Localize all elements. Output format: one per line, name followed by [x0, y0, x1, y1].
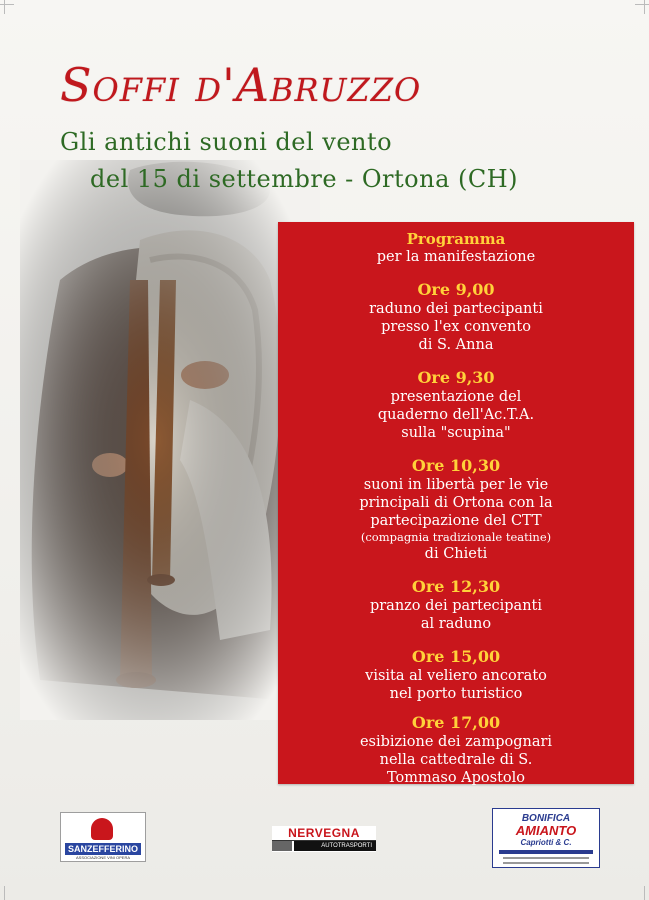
- event-description: partecipazione del CTT: [370, 513, 542, 529]
- program-heading: Programma: [406, 230, 506, 248]
- crop-mark: [635, 4, 649, 5]
- poster-subtitle: Gli antichi suoni del vento: [60, 128, 393, 156]
- saint-emblem-icon: [91, 818, 113, 840]
- program-event: [278, 577, 634, 633]
- sponsor-name: SANZEFFERINO: [65, 843, 141, 855]
- sponsor-fine-print: [503, 857, 589, 859]
- bagpipe-player-illustration: [20, 160, 320, 720]
- crop-mark: [644, 886, 645, 900]
- event-description-note: (compagnia tradizionale teatine): [360, 530, 552, 544]
- event-time: Ore 10,30: [411, 456, 501, 475]
- program-box: [278, 222, 634, 784]
- event-description: di Chieti: [424, 546, 488, 562]
- bagpipe-player-image: [20, 160, 320, 720]
- sponsor-tagline: AUTOTRASPORTI: [294, 841, 376, 851]
- event-description: suoni in libertà per le vie: [363, 477, 549, 493]
- sponsor-nervegna-logo: [272, 826, 376, 852]
- event-description: quaderno dell'Ac.T.A.: [377, 407, 535, 423]
- event-description: Tommaso Apostolo: [386, 770, 526, 786]
- event-description: visita al veliero ancorato: [365, 668, 547, 684]
- sponsor-fine-print: [503, 862, 589, 864]
- sponsor-bonifica-logo: [492, 808, 600, 868]
- event-description: di S. Anna: [418, 337, 494, 353]
- event-description: sulla "scupina": [401, 425, 511, 441]
- sponsor-name-line3: Capriotti & C.: [520, 838, 572, 847]
- event-description: nella cattedrale di S.: [379, 752, 533, 768]
- program-event: [278, 713, 634, 787]
- program-event: [278, 368, 634, 442]
- sponsor-name-line1: BONIFICA: [521, 813, 571, 824]
- crop-mark: [0, 4, 14, 5]
- event-time: Ore 9,30: [417, 368, 495, 387]
- truck-mark-icon: [272, 841, 292, 851]
- event-description: raduno dei partecipanti: [369, 301, 543, 317]
- crop-mark: [644, 0, 645, 14]
- program-subheading: per la manifestazione: [376, 249, 536, 265]
- sponsor-tagline: ASSOCIAZIONE VINI OPERA: [75, 855, 130, 860]
- program-event: [278, 647, 634, 703]
- poster-title: Soffi d'Abruzzo: [60, 58, 422, 112]
- event-time: Ore 15,00: [411, 647, 501, 666]
- event-time: Ore 12,30: [411, 577, 501, 596]
- sponsor-divider: [499, 850, 593, 854]
- crop-mark: [4, 886, 5, 900]
- event-time: Ore 9,00: [417, 280, 495, 299]
- crop-mark: [4, 0, 5, 14]
- event-date-location: del 15 di settembre - Ortona (CH): [90, 165, 519, 193]
- event-description: esibizione dei zampognari: [359, 734, 553, 750]
- event-time: Ore 17,00: [411, 713, 501, 732]
- event-description: presentazione del: [390, 389, 522, 405]
- program-event: [278, 456, 634, 563]
- event-description: principali di Ortona con la: [359, 495, 553, 511]
- sponsor-name: NERVEGNA: [272, 826, 376, 841]
- event-description: nel porto turistico: [389, 686, 523, 702]
- sponsor-name-line2: AMIANTO: [515, 823, 577, 838]
- program-event: [278, 280, 634, 354]
- sponsor-sanzefferino-logo: [60, 812, 146, 862]
- event-description: al raduno: [420, 616, 492, 632]
- event-description: presso l'ex convento: [381, 319, 531, 335]
- event-description: pranzo dei partecipanti: [369, 598, 543, 614]
